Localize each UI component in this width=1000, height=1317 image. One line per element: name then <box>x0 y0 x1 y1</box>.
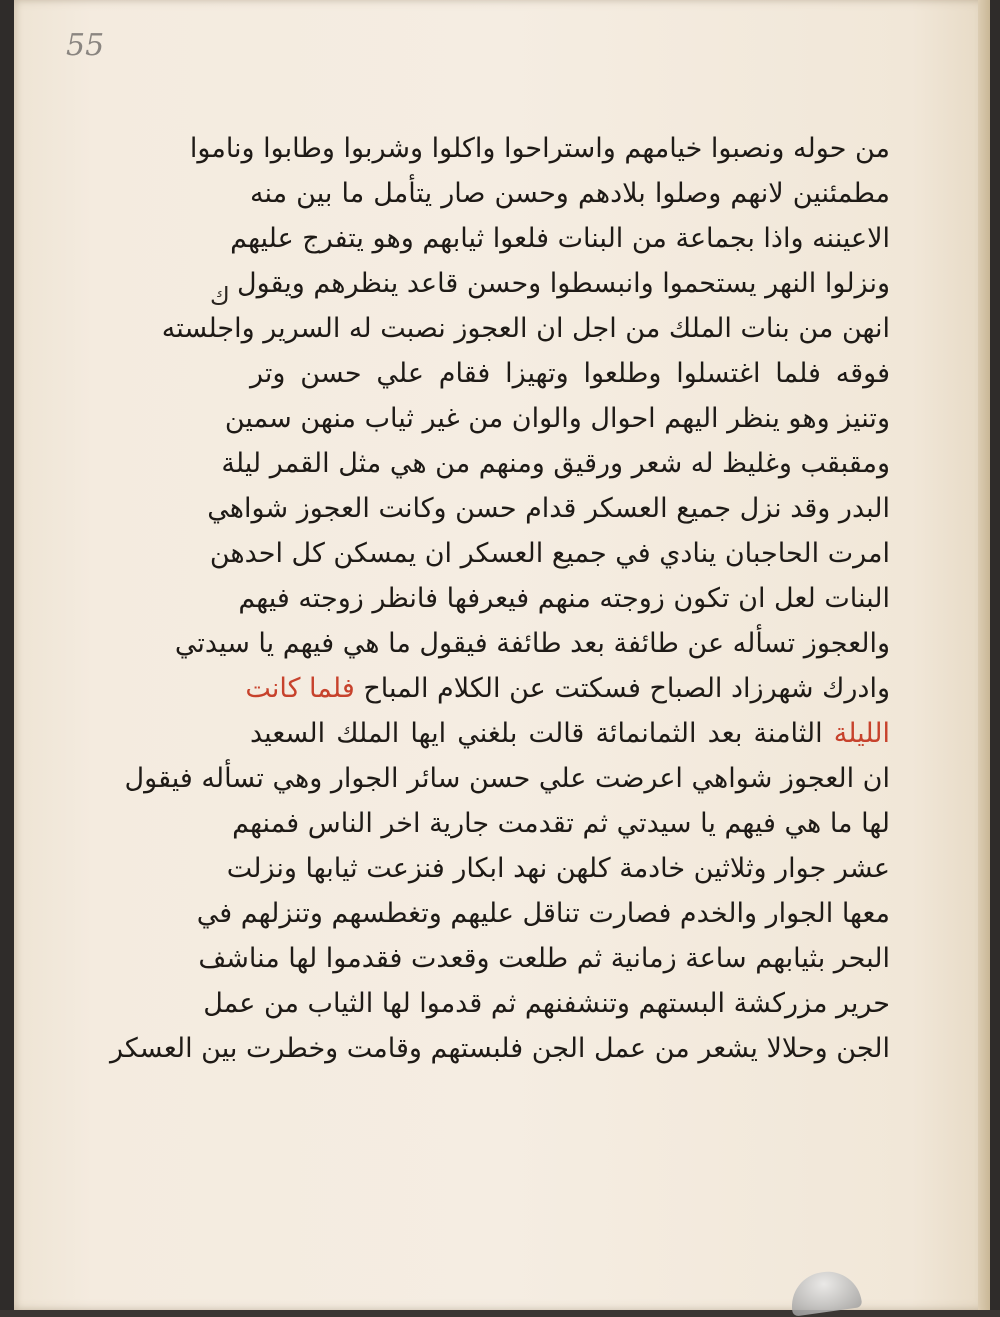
manuscript-line: البنات لعل ان تكون زوجته منهم فيعرفها فانظر زوجته فيهم <box>238 583 890 614</box>
folio-number: 55 <box>66 28 105 63</box>
line-text: وادرك شهرزاد الصباح فسكتت عن الكلام المباح <box>363 673 890 704</box>
manuscript-line: مطمئنين لانهم وصلوا بلادهم وحسن صار يتأمل ما بين منه <box>250 178 890 209</box>
page-edge <box>978 0 990 1310</box>
rubric-text: الليلة <box>833 718 890 749</box>
margin-note: ك <box>210 282 230 310</box>
text-block <box>109 126 890 1071</box>
line-text: الثامنة بعد الثمانمائة قالت بلغني ايها الملك السعيد <box>250 718 823 749</box>
manuscript-line <box>245 666 890 711</box>
manuscript-line: امرت الحاجبان ينادي في جميع العسكر ان يمسكن كل احدهن <box>209 538 890 569</box>
manuscript-line: عشر جوار وثلاثين خادمة كلهن نهد ابكار فنزعت ثيابها ونزلت <box>226 853 890 884</box>
manuscript-line: لها ما هي فيهم يا سيدتي ثم تقدمت جارية اخر الناس فمنهم <box>232 808 890 839</box>
manuscript-line: وتنيز وهو ينظر اليهم احوال والوان من غير ثياب منهن سمين <box>224 403 890 434</box>
manuscript-line: فوقه فلما اغتسلوا وطلعوا وتهيزا فقام علي حسن وتر <box>250 358 890 389</box>
manuscript-line: حرير مزركشة البستهم وتنشفنهم ثم قدموا لها الثياب من عمل <box>203 988 890 1019</box>
manuscript-line: الاعيننه واذا بجماعة من البنات فلعوا ثيابهم وهو يتفرج عليهم <box>230 223 890 254</box>
manuscript-page <box>14 0 990 1310</box>
manuscript-line: انهن من بنات الملك من اجل ان العجوز نصبت له السرير واجلسته <box>161 313 890 344</box>
manuscript-line: البدر وقد نزل جميع العسكر قدام حسن وكانت العجوز شواهي <box>207 493 890 524</box>
manuscript-line: ونزلوا النهر يستحموا وانبسطوا وحسن قاعد ينظرهم ويقول <box>236 268 890 299</box>
manuscript-line: الجن وحلالا يشعر من عمل الجن فلبستهم وقامت وخطرت بين العسكر <box>109 1033 890 1064</box>
manuscript-line: ان العجوز شواهي اعرضت علي حسن سائر الجوار وهي تسأله فيقول <box>124 763 890 794</box>
manuscript-line: البحر بثيابهم ساعة زمانية ثم طلعت وقعدت فقدموا لها مناشف <box>198 943 890 974</box>
manuscript-line: والعجوز تسأله عن طائفة بعد طائفة فيقول ما هي فيهم يا سيدتي <box>174 628 890 659</box>
manuscript-line: من حوله ونصبوا خيامهم واستراحوا واكلوا وشربوا وطابوا وناموا <box>189 133 890 164</box>
rubric-text: فلما كانت <box>245 673 355 704</box>
manuscript-line: معها الجوار والخدم فصارت تناقل عليهم وتغطسهم وتنزلهم في <box>196 898 890 929</box>
manuscript-line: ومقبقب وغليظ له شعر ورقيق ومنهم من هي مثل القمر ليلة <box>221 448 890 479</box>
manuscript-line <box>250 711 890 756</box>
